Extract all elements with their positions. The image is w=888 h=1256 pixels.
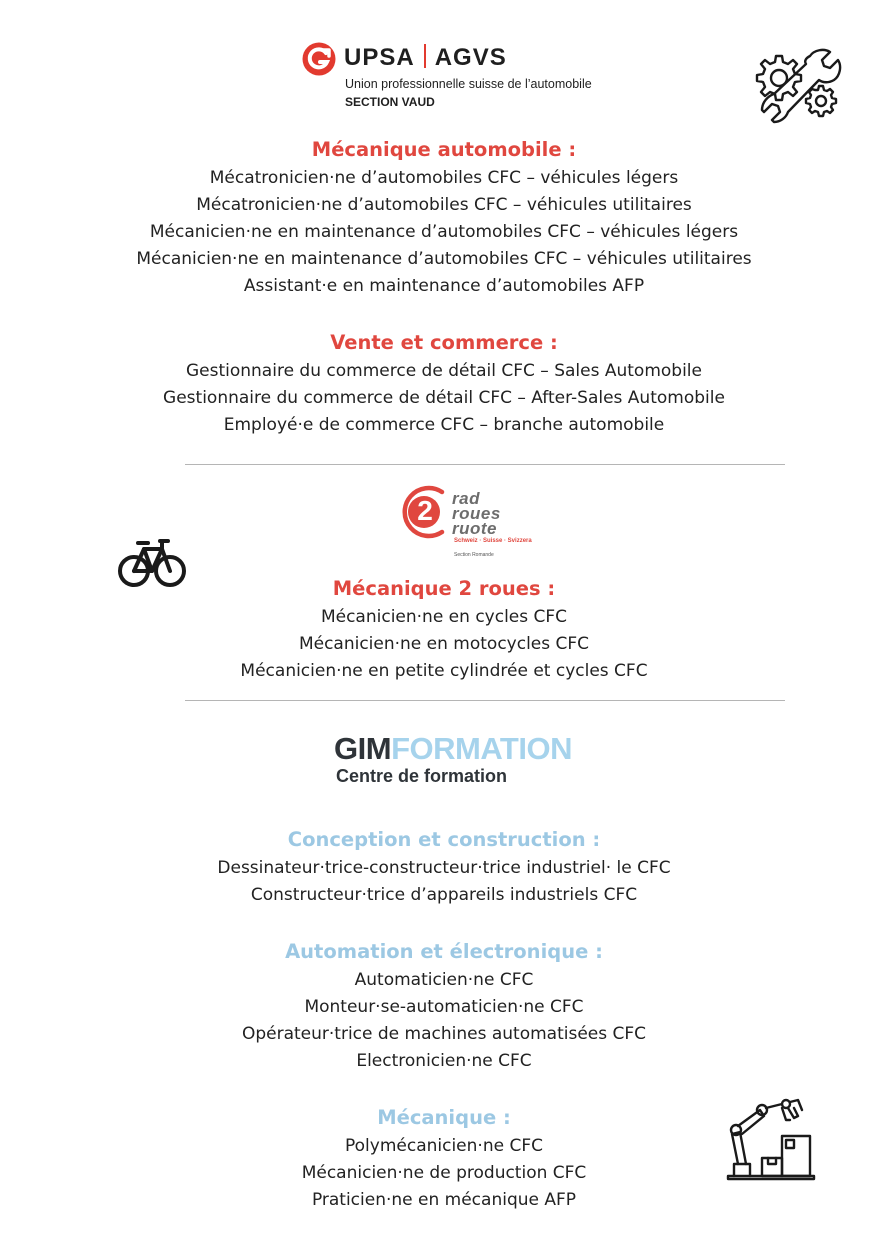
- 2roues-section: Section Romande: [454, 552, 494, 558]
- list-item: Mécanicien·ne en cycles CFC: [320, 607, 568, 627]
- 2roues-word-roues: roues: [452, 504, 501, 523]
- upsa-brand: [344, 44, 507, 72]
- heading-automation-electronique: Automation et électronique :: [285, 940, 603, 963]
- list-item: Mécanicien·ne en maintenance d’automobiles CFC – véhicules utilitaires: [136, 249, 752, 269]
- robot-arm-icon: [724, 1096, 816, 1186]
- upsa-agvs-logo: [300, 40, 630, 112]
- 2roues-logo: [398, 482, 532, 562]
- 2roues-word-ruote: ruote: [452, 519, 497, 538]
- heading-mecanique-2-roues: Mécanique 2 roues :: [332, 577, 556, 600]
- gim-brand-part2: FORMATION: [391, 731, 572, 766]
- list-mecanique-2-roues: [0, 604, 888, 685]
- upsa-brand-left: UPSA: [344, 44, 415, 71]
- list-item: Electronicien·ne CFC: [356, 1051, 532, 1071]
- 2roues-number: 2: [417, 495, 433, 526]
- gim-formation-logo: [334, 732, 614, 792]
- divider: [185, 700, 785, 701]
- gim-brand: [334, 732, 614, 766]
- list-item: Dessinateur·trice-constructeur·trice industriel· le CFC: [217, 858, 671, 878]
- heading-mecanique-automobile: Mécanique automobile :: [311, 138, 577, 161]
- list-item: Mécanicien·ne en petite cylindrée et cycles CFC: [240, 661, 648, 681]
- list-item: Gestionnaire du commerce de détail CFC – After-Sales Automobile: [163, 388, 725, 408]
- heading-conception-construction: Conception et construction :: [287, 828, 601, 851]
- list-conception-construction: [0, 855, 888, 909]
- list-item: Gestionnaire du commerce de détail CFC – Sales Automobile: [185, 361, 702, 381]
- heading-mecanique: Mécanique :: [377, 1106, 511, 1129]
- gim-brand-part1: GIM: [334, 731, 392, 766]
- list-automation-electronique: [0, 967, 888, 1075]
- list-item: Mécanicien·ne de production CFC: [301, 1163, 587, 1183]
- list-item: Mécatronicien·ne d’automobiles CFC – véhicules légers: [209, 168, 679, 188]
- upsa-logo-mark: [302, 42, 336, 76]
- upsa-subtitle: Union professionnelle suisse de l’automobile: [345, 77, 592, 91]
- list-item: Employé·e de commerce CFC – branche automobile: [223, 415, 665, 435]
- list-item: Assistant·e en maintenance d’automobiles AFP: [243, 276, 645, 296]
- gim-subtitle: Centre de formation: [336, 766, 508, 786]
- upsa-brand-right: AGVS: [434, 44, 507, 71]
- upsa-section: SECTION VAUD: [345, 95, 435, 109]
- list-item: Automaticien·ne CFC: [354, 970, 534, 990]
- upsa-separator: [424, 44, 426, 68]
- list-mecanique-automobile: [0, 165, 888, 300]
- list-item: Mécanicien·ne en maintenance d’automobiles CFC – véhicules légers: [149, 222, 739, 242]
- list-vente-commerce: [0, 358, 888, 439]
- heading-vente-commerce: Vente et commerce :: [330, 331, 558, 354]
- 2roues-tagline: Schweiz · Suisse · Svizzera: [454, 538, 532, 544]
- list-item: Polymécanicien·ne CFC: [345, 1136, 543, 1156]
- gear-wrench-icon: [748, 42, 844, 128]
- list-item: Monteur·se-automaticien·ne CFC: [304, 997, 584, 1017]
- 2roues-word-rad: rad: [452, 489, 480, 508]
- divider: [185, 464, 785, 465]
- list-item: Praticien·ne en mécanique AFP: [311, 1190, 577, 1210]
- list-item: Opérateur·trice de machines automatisées CFC: [241, 1024, 647, 1044]
- list-item: Mécanicien·ne en motocycles CFC: [298, 634, 590, 654]
- list-item: Mécatronicien·ne d’automobiles CFC – véhicules utilitaires: [196, 195, 692, 215]
- list-item: Constructeur·trice d’appareils industriels CFC: [250, 885, 638, 905]
